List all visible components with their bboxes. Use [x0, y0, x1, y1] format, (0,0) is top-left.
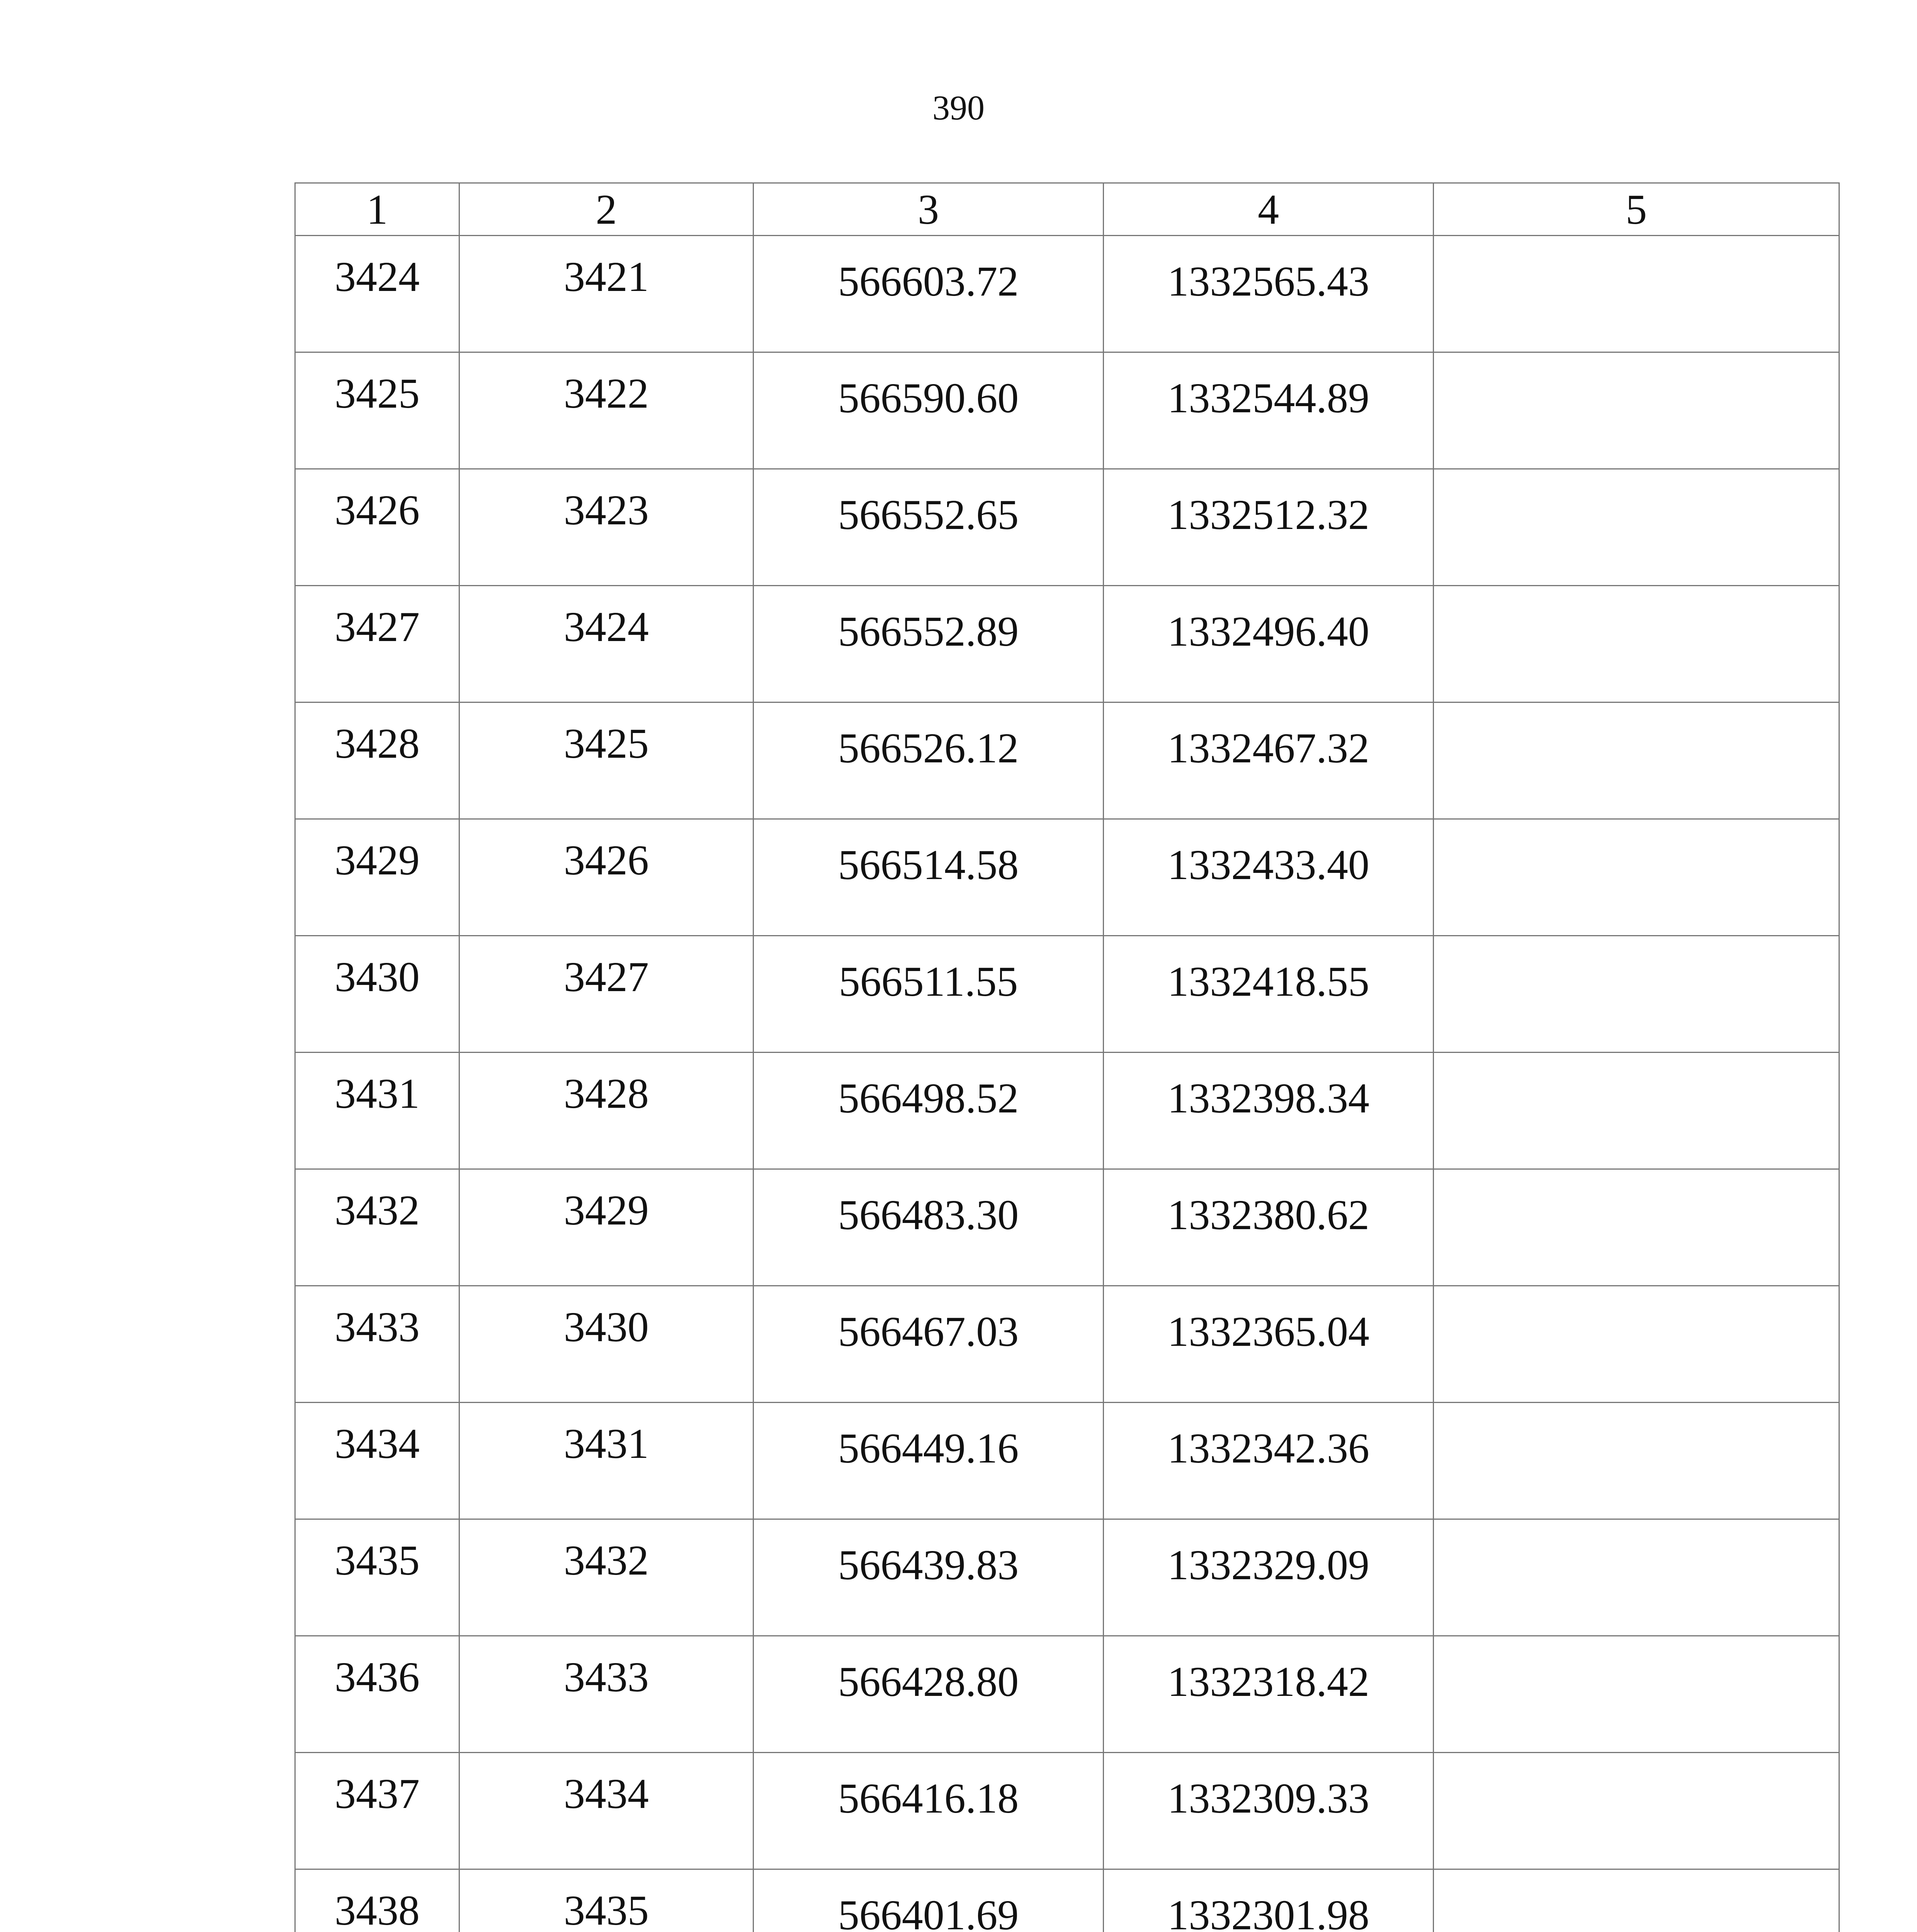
table-row [295, 469, 1839, 586]
page-number: 390 [932, 89, 985, 127]
previous-number-cell: 3423 [459, 469, 754, 586]
point-number-cell: 3438 [295, 1869, 459, 1932]
notes-cell [1434, 1053, 1839, 1169]
y-coordinate-cell: 1332496.40 [1104, 586, 1434, 702]
table-row [295, 1869, 1839, 1932]
y-coordinate-cell: 1332565.43 [1104, 236, 1434, 352]
point-number-cell: 3430 [295, 936, 459, 1053]
point-number-cell: 3435 [295, 1519, 459, 1636]
previous-number-cell: 3422 [459, 352, 754, 469]
x-coordinate-cell: 566483.30 [754, 1169, 1104, 1286]
notes-cell [1434, 236, 1839, 352]
x-coordinate-cell: 566467.03 [754, 1286, 1104, 1403]
column-header-5: 5 [1434, 183, 1839, 236]
point-number-cell: 3437 [295, 1753, 459, 1869]
previous-number-cell: 3429 [459, 1169, 754, 1286]
notes-cell [1434, 1753, 1839, 1869]
previous-number-cell: 3431 [459, 1403, 754, 1519]
table-row [295, 936, 1839, 1053]
x-coordinate-cell: 566439.83 [754, 1519, 1104, 1636]
notes-cell [1434, 1519, 1839, 1636]
table-row [295, 1053, 1839, 1169]
notes-cell [1434, 819, 1839, 936]
table-header-row [295, 183, 1839, 236]
previous-number-cell: 3424 [459, 586, 754, 702]
point-number-cell: 3426 [295, 469, 459, 586]
x-coordinate-cell: 566552.89 [754, 586, 1104, 702]
x-coordinate-cell: 566428.80 [754, 1636, 1104, 1753]
notes-cell [1434, 1869, 1839, 1932]
column-header-3: 3 [754, 183, 1104, 236]
y-coordinate-cell: 1332342.36 [1104, 1403, 1434, 1519]
x-coordinate-cell: 566514.58 [754, 819, 1104, 936]
y-coordinate-cell: 1332318.42 [1104, 1636, 1434, 1753]
previous-number-cell: 3428 [459, 1053, 754, 1169]
point-number-cell: 3427 [295, 586, 459, 702]
table-row [295, 819, 1839, 936]
x-coordinate-cell: 566416.18 [754, 1753, 1104, 1869]
column-header-4: 4 [1104, 183, 1434, 236]
point-number-cell: 3434 [295, 1403, 459, 1519]
previous-number-cell: 3433 [459, 1636, 754, 1753]
y-coordinate-cell: 1332365.04 [1104, 1286, 1434, 1403]
y-coordinate-cell: 1332398.34 [1104, 1053, 1434, 1169]
previous-number-cell: 3425 [459, 702, 754, 819]
table-row [295, 1753, 1839, 1869]
notes-cell [1434, 352, 1839, 469]
x-coordinate-cell: 566449.16 [754, 1403, 1104, 1519]
previous-number-cell: 3432 [459, 1519, 754, 1636]
notes-cell [1434, 1636, 1839, 1753]
table-row [295, 1169, 1839, 1286]
notes-cell [1434, 1403, 1839, 1519]
point-number-cell: 3425 [295, 352, 459, 469]
x-coordinate-cell: 566526.12 [754, 702, 1104, 819]
column-header-1: 1 [295, 183, 459, 236]
table-row [295, 1519, 1839, 1636]
table-row [295, 236, 1839, 352]
y-coordinate-cell: 1332329.09 [1104, 1519, 1434, 1636]
previous-number-cell: 3426 [459, 819, 754, 936]
point-number-cell: 3432 [295, 1169, 459, 1286]
notes-cell [1434, 1286, 1839, 1403]
y-coordinate-cell: 1332433.40 [1104, 819, 1434, 936]
column-header-2: 2 [459, 183, 754, 236]
x-coordinate-cell: 566498.52 [754, 1053, 1104, 1169]
notes-cell [1434, 702, 1839, 819]
table-row [295, 352, 1839, 469]
table-row [295, 702, 1839, 819]
y-coordinate-cell: 1332544.89 [1104, 352, 1434, 469]
previous-number-cell: 3427 [459, 936, 754, 1053]
point-number-cell: 3428 [295, 702, 459, 819]
point-number-cell: 3436 [295, 1636, 459, 1753]
notes-cell [1434, 586, 1839, 702]
previous-number-cell: 3421 [459, 236, 754, 352]
table-row [295, 1403, 1839, 1519]
table-row [295, 1286, 1839, 1403]
point-number-cell: 3433 [295, 1286, 459, 1403]
notes-cell [1434, 936, 1839, 1053]
point-number-cell: 3431 [295, 1053, 459, 1169]
x-coordinate-cell: 566511.55 [754, 936, 1104, 1053]
x-coordinate-cell: 566603.72 [754, 236, 1104, 352]
x-coordinate-cell: 566552.65 [754, 469, 1104, 586]
previous-number-cell: 3434 [459, 1753, 754, 1869]
previous-number-cell: 3435 [459, 1869, 754, 1932]
point-number-cell: 3429 [295, 819, 459, 936]
y-coordinate-cell: 1332301.98 [1104, 1869, 1434, 1932]
table-row [295, 586, 1839, 702]
x-coordinate-cell: 566590.60 [754, 352, 1104, 469]
x-coordinate-cell: 566401.69 [754, 1869, 1104, 1932]
y-coordinate-cell: 1332467.32 [1104, 702, 1434, 819]
notes-cell [1434, 469, 1839, 586]
y-coordinate-cell: 1332309.33 [1104, 1753, 1434, 1869]
y-coordinate-cell: 1332418.55 [1104, 936, 1434, 1053]
y-coordinate-cell: 1332380.62 [1104, 1169, 1434, 1286]
point-number-cell: 3424 [295, 236, 459, 352]
coordinates-table [294, 182, 1840, 1932]
y-coordinate-cell: 1332512.32 [1104, 469, 1434, 586]
notes-cell [1434, 1169, 1839, 1286]
table-row [295, 1636, 1839, 1753]
previous-number-cell: 3430 [459, 1286, 754, 1403]
